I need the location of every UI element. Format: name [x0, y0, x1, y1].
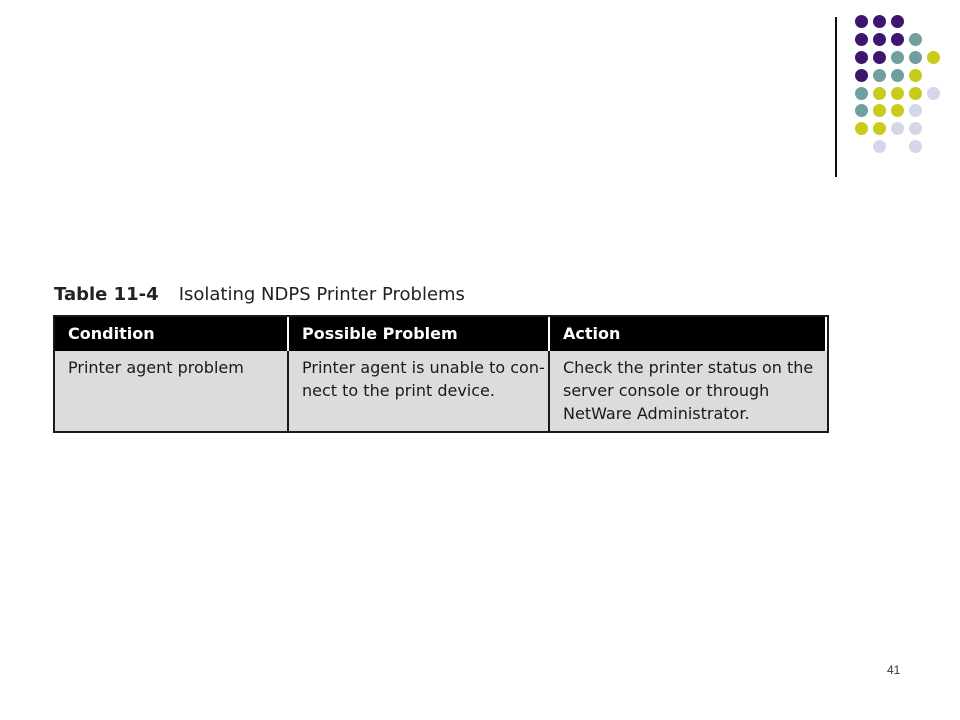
decorative-dot	[873, 87, 886, 100]
decorative-dot	[909, 122, 922, 135]
decorative-dot	[855, 122, 868, 135]
cell-action	[550, 351, 827, 431]
decorative-dot	[927, 51, 940, 64]
decorative-dot	[891, 87, 904, 100]
decorative-dot	[891, 15, 904, 28]
decorative-dot	[855, 104, 868, 117]
decorative-dot	[891, 33, 904, 46]
cell-line: server console or through	[563, 381, 770, 400]
decorative-dot	[891, 69, 904, 82]
decorative-dot	[891, 51, 904, 64]
cell-line: Printer agent is unable to con-	[302, 358, 545, 377]
decorative-dot	[855, 69, 868, 82]
page-number: 41	[887, 663, 901, 677]
decorative-dot	[909, 69, 922, 82]
decorative-dot	[873, 69, 886, 82]
decorative-dot	[855, 15, 868, 28]
decorative-dot	[873, 140, 886, 153]
divider-line	[835, 17, 837, 177]
decorative-dot	[855, 33, 868, 46]
decorative-dot	[891, 122, 904, 135]
decorative-dot-grid	[0, 0, 960, 200]
problems-table	[53, 315, 829, 433]
decorative-dot	[909, 140, 922, 153]
cell-line: nect to the print device.	[302, 381, 495, 400]
table-title: Isolating NDPS Printer Problems	[178, 284, 465, 305]
decorative-dot	[891, 104, 904, 117]
decorative-dot	[873, 15, 886, 28]
decorative-dot	[927, 87, 940, 100]
decorative-dot	[855, 51, 868, 64]
cell-line: Check the printer status on the	[563, 358, 814, 377]
decorative-dot	[909, 33, 922, 46]
decorative-dot	[873, 104, 886, 117]
decorative-dot	[909, 51, 922, 64]
table-caption	[54, 284, 465, 308]
decorative-dot	[873, 51, 886, 64]
decorative-dot	[855, 87, 868, 100]
cell-line: NetWare Administrator.	[563, 404, 750, 423]
column-header-action: Action	[550, 317, 827, 351]
decorative-dot	[909, 104, 922, 117]
decorative-dot	[873, 122, 886, 135]
table-number: Table 11-4	[54, 284, 159, 305]
cell-condition	[55, 351, 289, 431]
column-header-possible-problem: Possible Problem	[289, 317, 550, 351]
cell-line: Printer agent problem	[68, 358, 244, 377]
cell-possible-problem	[289, 351, 550, 431]
decorative-dot	[873, 33, 886, 46]
column-header-condition: Condition	[55, 317, 289, 351]
decorative-dot	[909, 87, 922, 100]
